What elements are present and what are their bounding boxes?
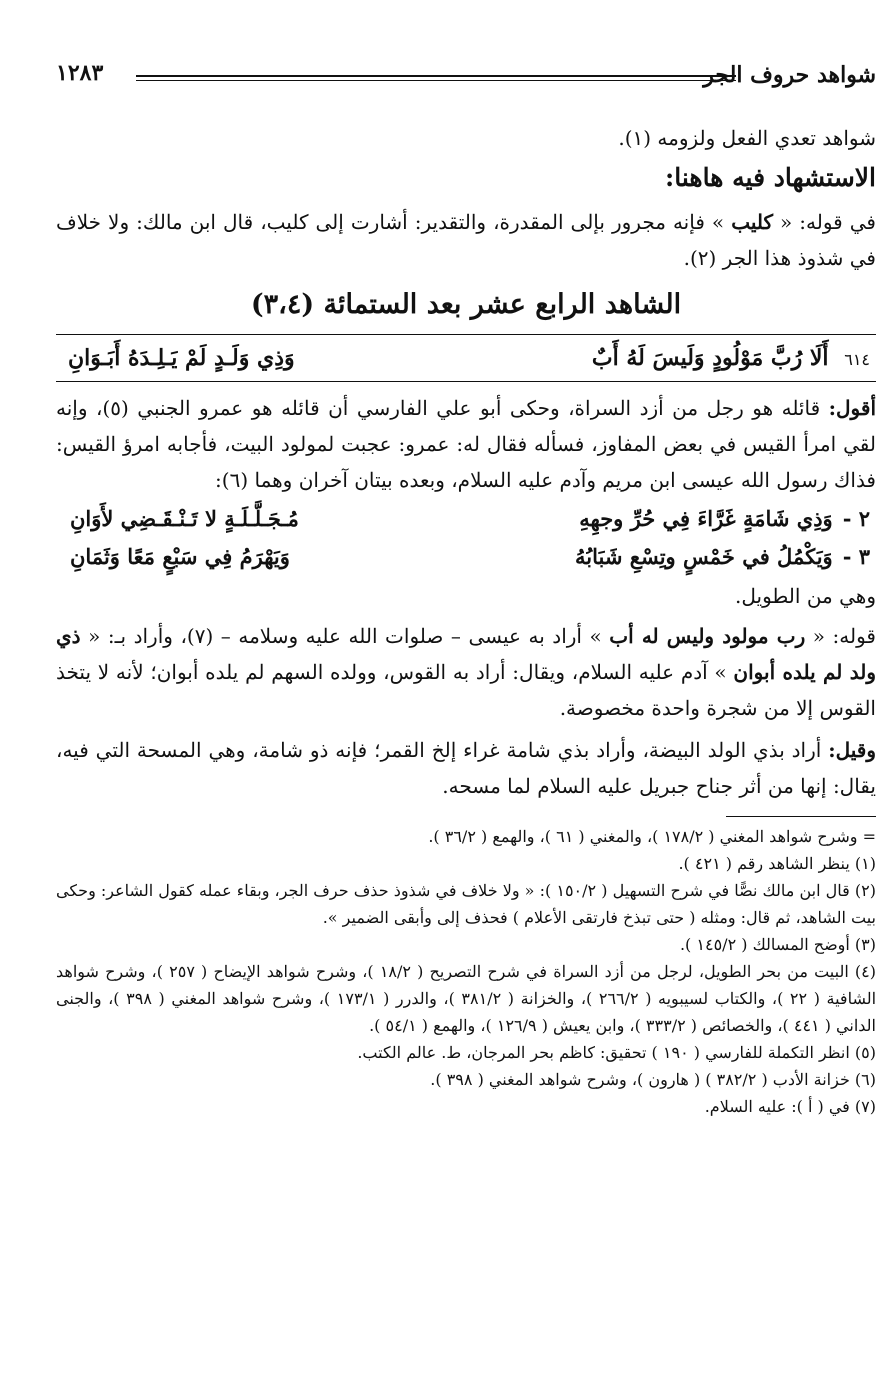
- main-verse-hemistich-2: وَذِي وَلَـدٍ لَمْ يَـلِـدَهُ أَبَـوَانِ: [68, 345, 295, 371]
- footnote: (٢) قال ابن مالك نصًّا في شرح التسهيل ( ١٥٠/٢ ): « ولا خلاف في شذوذ حذف حرف الجر، وبقاء عمله كقول الشاعر: وحكى بيت الشاهد، ثم قال: ومثله ( حتى تبذخ فارتقى الأعلام ) فحذف إلى وأبقى الضمير ».: [56, 881, 876, 927]
- main-verse-number: ٦١٤: [844, 350, 870, 369]
- page-header: [56, 58, 876, 94]
- qila-text: أراد بذي الولد البيضة، وأراد بذي شامة غراء إلخ القمر؛ فإنه ذو شامة، وهي المسحة التي فيه، يقال: إنها من أثر جناح جبريل عليه السلام لما مسحه.: [56, 738, 876, 798]
- main-verse-first-half: [592, 345, 870, 371]
- verse-number: ٣ -: [842, 544, 870, 569]
- footnotes: [56, 823, 876, 1120]
- qawluhu-phrase-2: ذي ولد لم يلده أبوان: [56, 624, 876, 684]
- page-number: ١٢٨٣: [56, 60, 104, 86]
- aqul-lead: أقول:: [828, 396, 877, 420]
- footnote: (٦) خزانة الأدب ( ٣٨٢/٢ ) ( هارون )، وشرح شواهد المغني ( ٣٩٨ ).: [430, 1070, 876, 1089]
- verse-first-half: [579, 500, 870, 538]
- aqul-paragraph: [56, 390, 876, 498]
- qawluhu-phrase-1: رب مولود وليس له أب: [609, 624, 806, 648]
- section-title: الشاهد الرابع عشر بعد الستمائة (٣،٤): [250, 289, 682, 320]
- footnote-rule: [726, 816, 876, 817]
- document-page: [56, 58, 876, 1120]
- footnote: (٧) في ( أ ): عليه السلام.: [704, 1097, 876, 1116]
- qila-lead: وقيل:: [828, 738, 876, 762]
- footnote: (٥) انظر التكملة للفارسي ( ١٩٠ ) تحقيق: كاظم بحر المرجان، ط. عالم الكتب.: [357, 1043, 876, 1062]
- verse-hemistich-1: وَيَكْمُلُ في خَمْسٍ وتِسْعِ شَبَابُهُ: [575, 544, 833, 569]
- footnote: (٤) البيت من بحر الطويل، لرجل من أزد السراة في شرح التصريح ( ١٨/٢ )، وشرح شواهد الإيضاح ( ٢٥٧ )، وشرح شواهد الشافية ( ٢٢ )، والكتاب لسيبويه ( ٢٦٦/٢ )، والخزانة ( ٣٨١/٢ )، والدرر ( ١٧٣/١ )، وشرح شواهد المغني ( ٣٩٨ )، والجنى الداني ( ٤٤١ )، والخصائص ( ٣٣٣/٢ )، وابن يعيش ( ١٢٦/٩ )، والهمع ( ٥٤/١ ).: [56, 962, 877, 1035]
- qawluhu-paragraph: [56, 618, 876, 726]
- verse-number: ٢ -: [842, 506, 870, 531]
- qawluhu-mid: » أراد به عيسى – صلوات الله عليه وسلامه – (٧)، وأراد بـ: «: [80, 624, 610, 648]
- verse-hemistich-1: وَذِي شَامَةٍ غَرَّاءَ فِي حُرِّ وجهِهِ: [579, 506, 833, 531]
- verse-list: [56, 500, 876, 576]
- qawluhu-lead: قوله: «: [805, 624, 876, 648]
- footnote: (٣) أوضح المسالك ( ١٤٥/٢ ).: [679, 935, 876, 954]
- istishhad-heading: الاستشهاد فيه هاهنا:: [665, 163, 876, 192]
- istishhad-word: كليب: [731, 210, 774, 234]
- footnote: (١) ينظر الشاهد رقم ( ٤٢١ ).: [678, 854, 876, 873]
- intro-line: شواهد تعدي الفعل ولزومه (١).: [618, 126, 876, 150]
- verse-hemistich-2: مُـجَـلَّـلَـةٍ لا تَـنْـقَـضِي لأَوَانِ: [70, 506, 299, 531]
- qawluhu-rest: » آدم عليه السلام، ويقال: أراد به القوس، وولده السهم لم يلده أبوان؛ لأنه لا يتخذ القوس إلا من شجرة واحدة مخصوصة.: [56, 660, 876, 720]
- verse-row: [56, 538, 876, 576]
- header-rule: [136, 75, 736, 81]
- qila-paragraph: [56, 732, 876, 804]
- footnote: = وشرح شواهد المغني ( ١٧٨/٢ )، والمغني ( ٦١ )، والهمع ( ٣٦/٢ ).: [428, 827, 876, 846]
- istishhad-rest: » فإنه مجرور بإلى المقدرة، والتقدير: أشارت إلى كليب، قال ابن مالك: ولا خلاف في شذوذ هذا الجر (٢).: [56, 210, 876, 270]
- istishhad-paragraph: [56, 204, 876, 276]
- running-title: شواهد حروف الجر: [703, 62, 876, 88]
- main-verse-hemistich-1: أَلَا رُبَّ مَوْلُودٍ وَلَيسَ لَهُ أَبٌ: [591, 345, 829, 371]
- meter-line: وهي من الطويل.: [735, 584, 876, 608]
- istishhad-lead: في قوله: «: [773, 210, 876, 234]
- verse-first-half: [575, 538, 870, 576]
- main-verse: [56, 335, 876, 382]
- verse-hemistich-2: وَيَهْرَمُ فِي سَبْعٍ مَعًا وَثَمَانِ: [70, 544, 290, 569]
- verse-row: [56, 500, 876, 538]
- aqul-text: قائله هو رجل من أزد السراة، وحكى أبو علي الفارسي أن قائله هو عمرو الجنبي (٥)، وإنه لقي امرأ القيس في بعض المفاوز، فسأله فقال له: عمرو: عجبت لمولود البيت، فأجابه امرؤ القيس: فذاك رسول الله عيسى ابن مريم وآدم عليه السلام، وبعده بيتان آخران وهما (٦):: [56, 396, 876, 492]
